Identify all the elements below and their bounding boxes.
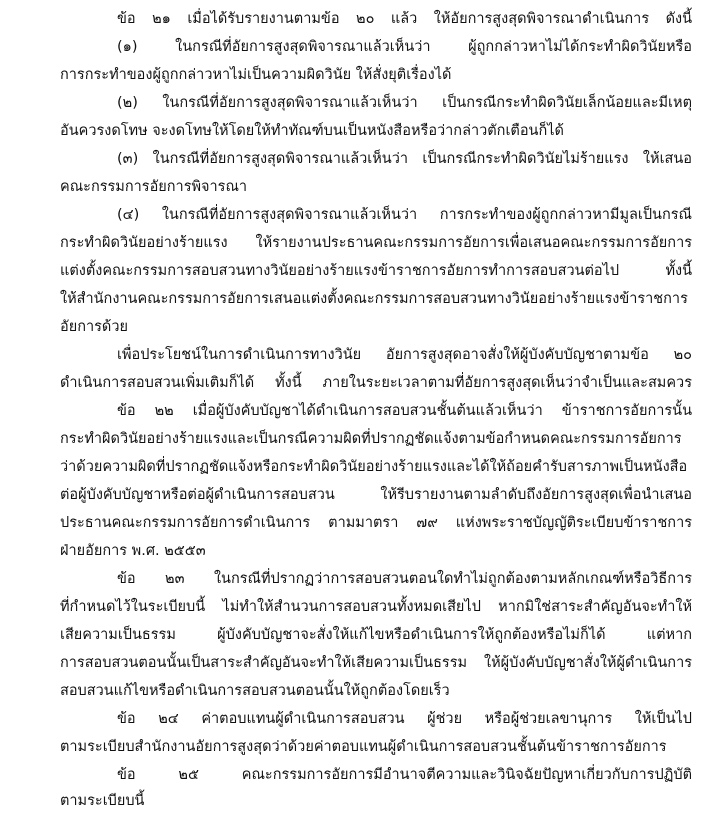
clause-21-item-4-line-2: กระทำผิดวินัยอย่างร้ายแรง ให้รายงานประธานคณะกรรมการอัยการเพื่อเสนอคณะกรรมการอัยการ [60, 235, 692, 251]
clause-23-line-2: ที่กำหนดไว้ในระเบียบนี้ ไม่ทำให้สำนวนการสอบสวนทั้งหมดเสียไป หากมิใช่สาระสำคัญอันจะทำให้ [60, 599, 692, 615]
clause-21-para-line-2: ดำเนินการสอบสวนเพิ่มเติมก็ได้ ทั้งนี้ ภายในระยะเวลาตามที่อัยการสูงสุดเห็นว่าจำเป็นและสมควร [60, 375, 692, 391]
clause-23-line-5: สอบสวนแก้ไขหรือดำเนินการสอบสวนตอนนั้นให้ถูกต้องโดยเร็ว [60, 683, 450, 699]
clause-22-line-4: ต่อผู้บังคับบัญชาหรือต่อผู้ดำเนินการสอบสวน ให้รีบรายงานตามลำดับถึงอัยการสูงสุดเพื่อนำเสนอ [60, 487, 692, 503]
clause-22-line-5: ประธานคณะกรรมการอัยการดำเนินการ ตามมาตรา ๗๙ แห่งพระราชบัญญัติระเบียบข้าราชการ [60, 515, 692, 531]
clause-24-line-1: ข้อ ๒๔ ค่าตอบแทนผู้ดำเนินการสอบสวน ผู้ช่วย หรือผู้ช่วยเลขานุการ ให้เป็นไป [117, 711, 692, 727]
clause-21-item-1-line-2: การกระทำของผู้ถูกกล่าวหาไม่เป็นความผิดวินัย ให้สั่งยุติเรื่องได้ [60, 67, 452, 83]
clause-21-item-3-line-1: (๓) ในกรณีที่อัยการสูงสุดพิจารณาแล้วเห็นว่า เป็นกรณีกระทำผิดวินัยไม่ร้ายแรง ให้เสนอ [117, 151, 692, 167]
clause-21-para-line-1: เพื่อประโยชน์ในการดำเนินการทางวินัย อัยการสูงสุดอาจสั่งให้ผู้บังคับบัญชาตามข้อ ๒๐ [117, 347, 692, 363]
clause-22-line-3: ว่าด้วยความผิดที่ปรากฏชัดแจ้งหรือกระทำผิดวินัยอย่างร้ายแรงและได้ให้ถ้อยคำรับสารภาพเป็นหนังสือ [60, 459, 688, 475]
clause-25-line-2: ตามระเบียบนี้ [60, 793, 145, 809]
clause-23-line-3: เสียความเป็นธรรม ผู้บังคับบัญชาจะสั่งให้แก้ไขหรือดำเนินการให้ถูกต้องหรือไม่ก็ได้ แต่หาก [60, 627, 692, 643]
clause-21-item-4-line-5: อัยการด้วย [60, 319, 128, 335]
clause-21-item-1-line-1: (๑) ในกรณีที่อัยการสูงสุดพิจารณาแล้วเห็นว่า ผู้ถูกกล่าวหาไม่ได้กระทำผิดวินัยหรือ [117, 39, 692, 55]
clause-21-item-4-line-4: ให้สำนักงานคณะกรรมการอัยการเสนอแต่งตั้งคณะกรรมการสอบสวนทางวินัยอย่างร้ายแรงข้าราชการ [60, 291, 688, 307]
clause-22-line-1: ข้อ ๒๒ เมื่อผู้บังคับบัญชาได้ดำเนินการสอบสวนชั้นต้นแล้วเห็นว่า ข้าราชการอัยการนั้น [117, 403, 692, 419]
clause-21-item-3-line-2: คณะกรรมการอัยการพิจารณา [60, 179, 248, 195]
clause-24-line-2: ตามระเบียบสำนักงานอัยการสูงสุดว่าด้วยค่าตอบแทนผู้ดำเนินการสอบสวนชั้นต้นข้าราชการอัยการ [60, 739, 667, 755]
clause-23-line-1: ข้อ ๒๓ ในกรณีที่ปรากฏว่าการสอบสวนตอนใดทำไม่ถูกต้องตามหลักเกณฑ์หรือวิธีการ [117, 571, 692, 587]
clause-25-line-1: ข้อ ๒๕ คณะกรรมการอัยการมีอำนาจตีความและวินิจฉัยปัญหาเกี่ยวกับการปฏิบัติ [117, 767, 692, 783]
clause-22-line-6: ฝ่ายอัยการ พ.ศ. ๒๕๕๓ [60, 543, 206, 559]
clause-21-item-2-line-2: อันควรงดโทษ จะงดโทษให้โดยให้ทำทัณฑ์บนเป็นหนังสือหรือว่ากล่าวตักเตือนก็ได้ [60, 123, 564, 139]
clause-23-line-4: การสอบสวนตอนนั้นเป็นสาระสำคัญอันจะทำให้เสียความเป็นธรรม ให้ผู้บังคับบัญชาสั่งให้ผู้ดำเนินการ [60, 655, 692, 671]
clause-21-item-4-line-1: (๔) ในกรณีที่อัยการสูงสุดพิจารณาแล้วเห็นว่า การกระทำของผู้ถูกกล่าวหามีมูลเป็นกรณี [117, 207, 692, 223]
clause-21-item-2-line-1: (๒) ในกรณีที่อัยการสูงสุดพิจารณาแล้วเห็นว่า เป็นกรณีกระทำผิดวินัยเล็กน้อยและมีเหตุ [117, 95, 692, 111]
clause-21-item-4-line-3: แต่งตั้งคณะกรรมการสอบสวนทางวินัยอย่างร้ายแรงข้าราชการอัยการทำการสอบสวนต่อไป ทั้งนี้ [60, 263, 692, 279]
clause-22-line-2: กระทำผิดวินัยอย่างร้ายแรงและเป็นกรณีความผิดที่ปรากฏชัดแจ้งตามข้อกำหนดคณะกรรมการอัยการ [60, 431, 682, 447]
clause-21-line-1: ข้อ ๒๑ เมื่อได้รับรายงานตามข้อ ๒๐ แล้ว ให้อัยการสูงสุดพิจารณาดำเนินการ ดังนี้ [117, 11, 692, 27]
